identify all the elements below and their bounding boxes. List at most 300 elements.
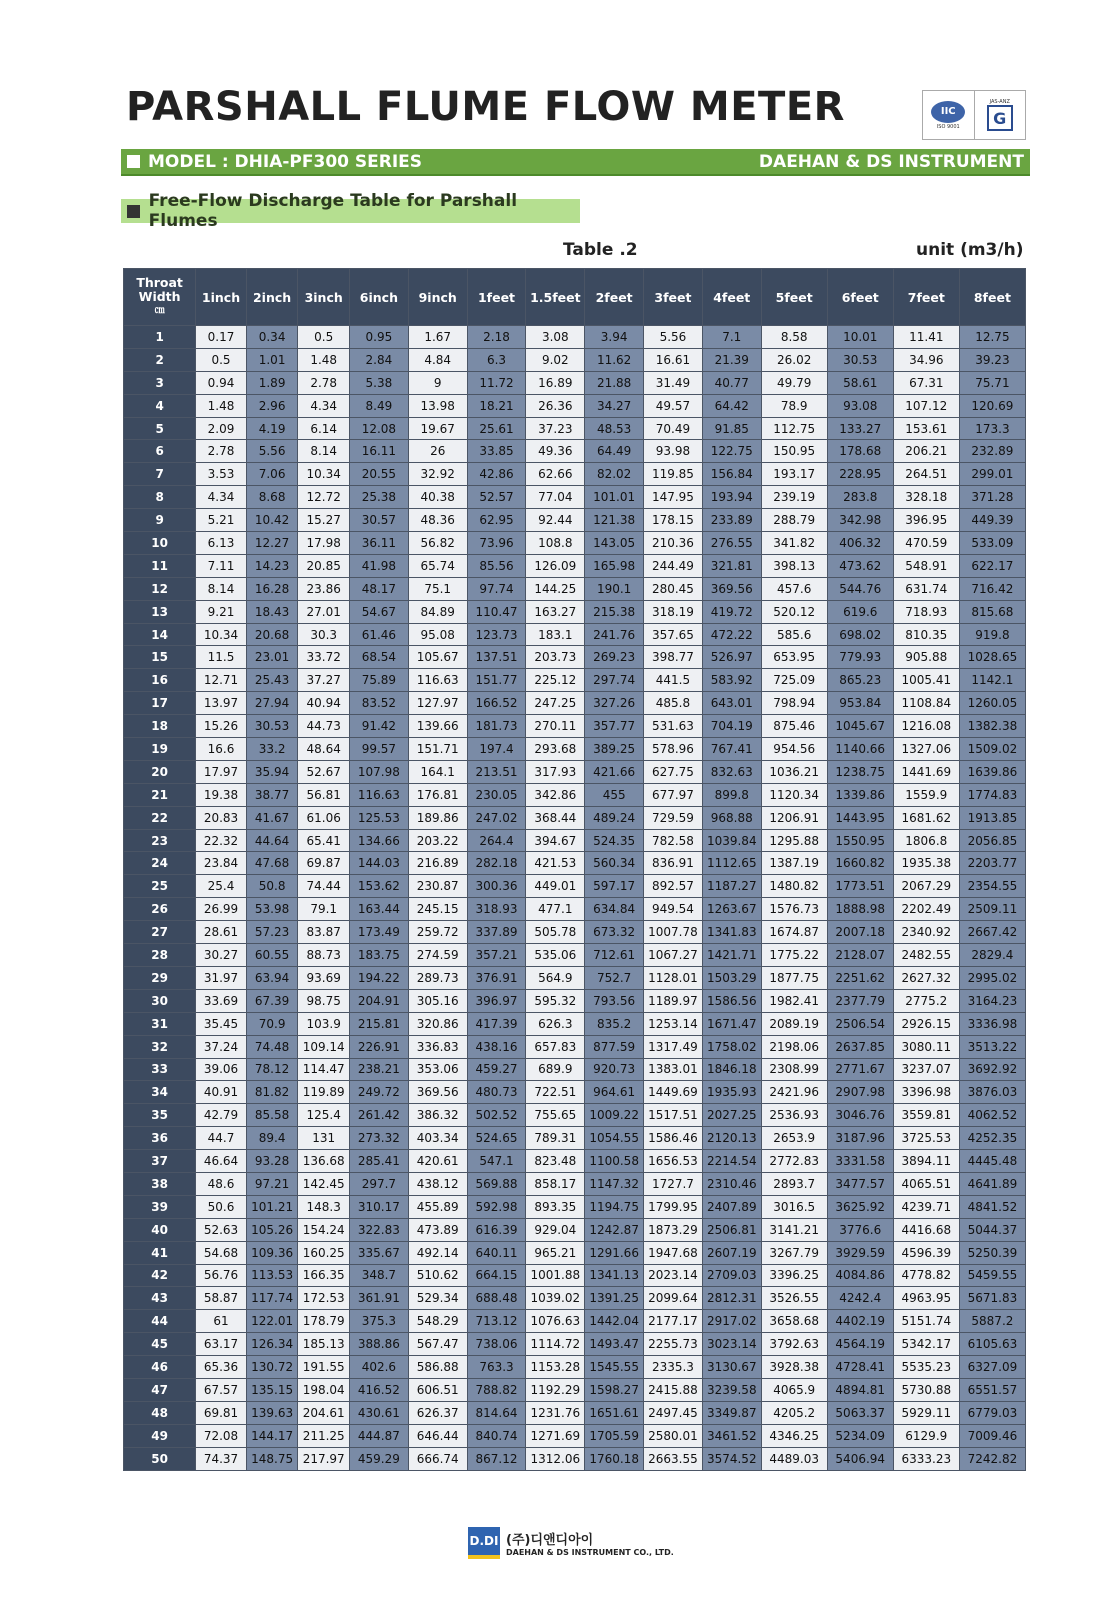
flow-value-cell: 4841.52: [959, 1195, 1025, 1218]
flow-value-cell: 289.73: [408, 966, 467, 989]
flow-value-cell: 26.36: [526, 394, 585, 417]
flow-value-cell: 297.74: [585, 669, 644, 692]
flow-value-cell: 21.88: [585, 371, 644, 394]
flow-value-cell: 322.83: [349, 1218, 408, 1241]
flow-value-cell: 4.34: [298, 394, 350, 417]
flow-value-cell: 41.67: [246, 806, 298, 829]
flow-value-cell: 2506.54: [827, 1012, 893, 1035]
flow-value-cell: 459.27: [467, 1058, 526, 1081]
flow-value-cell: 2812.31: [702, 1287, 761, 1310]
table-row: [124, 371, 1026, 394]
throat-width-cell: 40: [124, 1218, 196, 1241]
flow-value-cell: 529.34: [408, 1287, 467, 1310]
flow-value-cell: 4242.4: [827, 1287, 893, 1310]
flow-value-cell: 421.53: [526, 852, 585, 875]
flow-value-cell: 1341.83: [702, 921, 761, 944]
flow-value-cell: 44.64: [246, 829, 298, 852]
section-title: Free-Flow Discharge Table for Parshall Flumes: [148, 191, 518, 231]
flow-value-cell: 1877.75: [761, 966, 827, 989]
throat-width-cell: 47: [124, 1378, 196, 1401]
flow-value-cell: 1935.93: [702, 1081, 761, 1104]
table-row: [124, 921, 1026, 944]
flow-value-cell: 154.24: [298, 1218, 350, 1241]
throat-width-cell: 39: [124, 1195, 196, 1218]
flow-value-cell: 1651.61: [585, 1401, 644, 1424]
flow-value-cell: 919.8: [959, 623, 1025, 646]
flow-value-cell: 369.56: [408, 1081, 467, 1104]
flow-value-cell: 61: [196, 1310, 247, 1333]
flow-value-cell: 5063.37: [827, 1401, 893, 1424]
flow-value-cell: 35.45: [196, 1012, 247, 1035]
flow-value-cell: 892.57: [644, 875, 703, 898]
flow-value-cell: 1253.14: [644, 1012, 703, 1035]
flow-value-cell: 1493.47: [585, 1333, 644, 1356]
flow-value-cell: 3349.87: [702, 1401, 761, 1424]
flow-value-cell: 1100.58: [585, 1150, 644, 1173]
flow-value-cell: 836.91: [644, 852, 703, 875]
flow-value-cell: 6327.09: [959, 1356, 1025, 1379]
throat-width-cell: 2: [124, 348, 196, 371]
flow-value-cell: 178.68: [827, 440, 893, 463]
flow-value-cell: 54.68: [196, 1241, 247, 1264]
flow-value-cell: 2377.79: [827, 989, 893, 1012]
flow-value-cell: 153.62: [349, 875, 408, 898]
table-row: [124, 326, 1026, 349]
throat-width-cell: 49: [124, 1424, 196, 1447]
flow-value-cell: 3526.55: [761, 1287, 827, 1310]
flow-value-cell: 2198.06: [761, 1035, 827, 1058]
flow-value-cell: 3929.59: [827, 1241, 893, 1264]
flow-value-cell: 49.79: [761, 371, 827, 394]
flow-value-cell: 1054.55: [585, 1127, 644, 1150]
flow-value-cell: 640.11: [467, 1241, 526, 1264]
flow-value-cell: 657.83: [526, 1035, 585, 1058]
column-header: 3inch: [298, 269, 350, 326]
flow-value-cell: 1421.71: [702, 944, 761, 967]
flow-value-cell: 406.32: [827, 532, 893, 555]
flow-value-cell: 269.23: [585, 646, 644, 669]
flow-value-cell: 273.32: [349, 1127, 408, 1150]
flow-value-cell: 142.45: [298, 1172, 350, 1195]
flow-value-cell: 101.21: [246, 1195, 298, 1218]
flow-value-cell: 81.82: [246, 1081, 298, 1104]
flow-value-cell: 5929.11: [893, 1401, 959, 1424]
flow-value-cell: 320.86: [408, 1012, 467, 1035]
flow-value-cell: 2893.7: [761, 1172, 827, 1195]
flow-value-cell: 20.55: [349, 463, 408, 486]
flow-value-cell: 52.57: [467, 486, 526, 509]
flow-value-cell: 61.46: [349, 623, 408, 646]
flow-value-cell: 3.94: [585, 326, 644, 349]
flow-value-cell: 1194.75: [585, 1195, 644, 1218]
flow-value-cell: 867.12: [467, 1447, 526, 1470]
throat-width-cell: 34: [124, 1081, 196, 1104]
flow-value-cell: 4.84: [408, 348, 467, 371]
flow-value-cell: 52.63: [196, 1218, 247, 1241]
flow-value-cell: 65.36: [196, 1356, 247, 1379]
flow-value-cell: 37.23: [526, 417, 585, 440]
flow-value-cell: 5730.88: [893, 1378, 959, 1401]
flow-value-cell: 11.72: [467, 371, 526, 394]
flow-value-cell: 394.67: [526, 829, 585, 852]
flow-value-cell: 8.68: [246, 486, 298, 509]
flow-value-cell: 204.91: [349, 989, 408, 1012]
flow-value-cell: 48.17: [349, 577, 408, 600]
flow-value-cell: 470.59: [893, 532, 959, 555]
flow-value-cell: 6.14: [298, 417, 350, 440]
flow-value-cell: 3574.52: [702, 1447, 761, 1470]
flow-value-cell: 65.74: [408, 554, 467, 577]
throat-width-cell: 1: [124, 326, 196, 349]
flow-value-cell: 8.49: [349, 394, 408, 417]
flow-value-cell: 164.1: [408, 760, 467, 783]
flow-value-cell: 2120.13: [702, 1127, 761, 1150]
flow-value-cell: 2653.9: [761, 1127, 827, 1150]
flow-value-cell: 7.06: [246, 463, 298, 486]
flow-value-cell: 6551.57: [959, 1378, 1025, 1401]
flow-value-cell: 597.17: [585, 875, 644, 898]
throat-width-cell: 35: [124, 1104, 196, 1127]
flow-value-cell: 544.76: [827, 577, 893, 600]
flow-value-cell: 151.71: [408, 738, 467, 761]
flow-value-cell: 64.49: [585, 440, 644, 463]
flow-value-cell: 688.48: [467, 1287, 526, 1310]
flow-value-cell: 5887.2: [959, 1310, 1025, 1333]
throat-width-cell: 10: [124, 532, 196, 555]
throat-width-cell: 5: [124, 417, 196, 440]
flow-value-cell: 3331.58: [827, 1150, 893, 1173]
column-header: 4feet: [702, 269, 761, 326]
flow-value-cell: 713.12: [467, 1310, 526, 1333]
flow-value-cell: 449.39: [959, 509, 1025, 532]
flow-value-cell: 264.51: [893, 463, 959, 486]
flow-value-cell: 6.3: [467, 348, 526, 371]
flow-value-cell: 193.17: [761, 463, 827, 486]
flow-value-cell: 1656.53: [644, 1150, 703, 1173]
flow-value-cell: 2202.49: [893, 898, 959, 921]
flow-value-cell: 203.22: [408, 829, 467, 852]
flow-value-cell: 755.65: [526, 1104, 585, 1127]
flow-value-cell: 31.97: [196, 966, 247, 989]
flow-value-cell: 646.44: [408, 1424, 467, 1447]
throat-width-cell: 36: [124, 1127, 196, 1150]
flow-value-cell: 105.67: [408, 646, 467, 669]
flow-value-cell: 1140.66: [827, 738, 893, 761]
flow-value-cell: 2917.02: [702, 1310, 761, 1333]
flow-value-cell: 2482.55: [893, 944, 959, 967]
flow-value-cell: 13.97: [196, 692, 247, 715]
flow-value-cell: 116.63: [349, 783, 408, 806]
flow-value-cell: 2023.14: [644, 1264, 703, 1287]
flow-value-cell: 276.55: [702, 532, 761, 555]
flow-value-cell: 318.19: [644, 600, 703, 623]
flow-value-cell: 42.86: [467, 463, 526, 486]
flow-value-cell: 449.01: [526, 875, 585, 898]
throat-width-cell: 21: [124, 783, 196, 806]
flow-value-cell: 738.06: [467, 1333, 526, 1356]
flow-value-cell: 1873.29: [644, 1218, 703, 1241]
flow-value-cell: 1671.47: [702, 1012, 761, 1035]
throat-width-cell: 15: [124, 646, 196, 669]
flow-value-cell: 67.39: [246, 989, 298, 1012]
flow-value-cell: 247.02: [467, 806, 526, 829]
throat-width-cell: 18: [124, 715, 196, 738]
flow-value-cell: 280.45: [644, 577, 703, 600]
flow-value-cell: 25.4: [196, 875, 247, 898]
flow-value-cell: 16.28: [246, 577, 298, 600]
flow-value-cell: 2407.89: [702, 1195, 761, 1218]
flow-value-cell: 74.37: [196, 1447, 247, 1470]
flow-value-cell: 163.27: [526, 600, 585, 623]
flow-value-cell: 1067.27: [644, 944, 703, 967]
table-row: [124, 692, 1026, 715]
flow-value-cell: 10.01: [827, 326, 893, 349]
flow-value-cell: 3513.22: [959, 1035, 1025, 1058]
throat-width-cell: 7: [124, 463, 196, 486]
flow-value-cell: 2995.02: [959, 966, 1025, 989]
flow-value-cell: 2089.19: [761, 1012, 827, 1035]
flow-value-cell: 1231.76: [526, 1401, 585, 1424]
flow-value-cell: 2308.99: [761, 1058, 827, 1081]
flow-value-cell: 2637.85: [827, 1035, 893, 1058]
column-header: 8feet: [959, 269, 1025, 326]
flow-value-cell: 119.89: [298, 1081, 350, 1104]
flow-value-cell: 1503.29: [702, 966, 761, 989]
flow-value-cell: 3.08: [526, 326, 585, 349]
flow-value-cell: 606.51: [408, 1378, 467, 1401]
flow-value-cell: 160.25: [298, 1241, 350, 1264]
width-label: Width: [138, 289, 181, 304]
flow-value-cell: 10.34: [196, 623, 247, 646]
table-row: [124, 1333, 1026, 1356]
flow-value-cell: 893.35: [526, 1195, 585, 1218]
flow-value-cell: 767.41: [702, 738, 761, 761]
flow-value-cell: 34.96: [893, 348, 959, 371]
flow-value-cell: 2340.92: [893, 921, 959, 944]
throat-width-cell: 44: [124, 1310, 196, 1333]
flow-value-cell: 524.65: [467, 1127, 526, 1150]
flow-value-cell: 3625.92: [827, 1195, 893, 1218]
flow-value-cell: 793.56: [585, 989, 644, 1012]
table-row: [124, 966, 1026, 989]
flow-value-cell: 32.92: [408, 463, 467, 486]
flow-value-cell: 79.1: [298, 898, 350, 921]
flow-value-cell: 1147.32: [585, 1172, 644, 1195]
flow-value-cell: 93.98: [644, 440, 703, 463]
flow-value-cell: 5250.39: [959, 1241, 1025, 1264]
flow-value-cell: 97.74: [467, 577, 526, 600]
throat-width-cell: 4: [124, 394, 196, 417]
flow-value-cell: 4894.81: [827, 1378, 893, 1401]
flow-value-cell: 1.67: [408, 326, 467, 349]
flow-value-cell: 1443.95: [827, 806, 893, 829]
table-row: [124, 715, 1026, 738]
flow-value-cell: 35.94: [246, 760, 298, 783]
flow-value-cell: 1391.25: [585, 1287, 644, 1310]
flow-value-cell: 194.22: [349, 966, 408, 989]
flow-value-cell: 666.74: [408, 1447, 467, 1470]
flow-value-cell: 8.14: [298, 440, 350, 463]
flow-value-cell: 920.73: [585, 1058, 644, 1081]
company-name: DAEHAN & DS INSTRUMENT: [758, 151, 1024, 172]
flow-value-cell: 42.79: [196, 1104, 247, 1127]
table-row: [124, 1401, 1026, 1424]
flow-value-cell: 336.83: [408, 1035, 467, 1058]
flow-value-cell: 832.63: [702, 760, 761, 783]
flow-value-cell: 1509.02: [959, 738, 1025, 761]
table-row: [124, 577, 1026, 600]
flow-value-cell: 664.15: [467, 1264, 526, 1287]
flow-value-cell: 52.67: [298, 760, 350, 783]
table-row: [124, 646, 1026, 669]
flow-value-cell: 2.09: [196, 417, 247, 440]
flow-value-cell: 2067.29: [893, 875, 959, 898]
flow-value-cell: 328.18: [893, 486, 959, 509]
flow-value-cell: 2667.42: [959, 921, 1025, 944]
iic-logo-icon: IIC: [931, 101, 965, 123]
throat-width-cell: 9: [124, 509, 196, 532]
page-title: PARSHALL FLUME FLOW METER: [126, 84, 845, 130]
flow-value-cell: 34.27: [585, 394, 644, 417]
iso-label: ISO 9001: [936, 123, 960, 130]
flow-value-cell: 782.58: [644, 829, 703, 852]
flow-value-cell: 4489.03: [761, 1447, 827, 1470]
flow-value-cell: 0.34: [246, 326, 298, 349]
flow-value-cell: 6333.23: [893, 1447, 959, 1470]
flow-value-cell: 4641.89: [959, 1172, 1025, 1195]
flow-value-cell: 74.48: [246, 1035, 298, 1058]
flow-value-cell: 305.16: [408, 989, 467, 1012]
flow-value-cell: 19.67: [408, 417, 467, 440]
flow-value-cell: 78.12: [246, 1058, 298, 1081]
flow-value-cell: 215.38: [585, 600, 644, 623]
flow-value-cell: 213.51: [467, 760, 526, 783]
flow-value-cell: 3559.81: [893, 1104, 959, 1127]
throat-width-cell: 29: [124, 966, 196, 989]
flow-value-cell: 8.14: [196, 577, 247, 600]
flow-value-cell: 125.53: [349, 806, 408, 829]
flow-value-cell: 27.94: [246, 692, 298, 715]
flow-value-cell: 1206.91: [761, 806, 827, 829]
flow-value-cell: 91.85: [702, 417, 761, 440]
flow-value-cell: 1550.95: [827, 829, 893, 852]
flow-value-cell: 62.95: [467, 509, 526, 532]
footer-text: [506, 1529, 674, 1557]
flow-value-cell: 388.86: [349, 1333, 408, 1356]
flow-value-cell: 342.98: [827, 509, 893, 532]
flow-value-cell: 1005.41: [893, 669, 959, 692]
unit-label: unit (m3/h): [916, 240, 1024, 260]
flow-value-cell: 4.19: [246, 417, 298, 440]
flow-value-cell: 1317.49: [644, 1035, 703, 1058]
flow-value-cell: 83.52: [349, 692, 408, 715]
flow-value-cell: 89.4: [246, 1127, 298, 1150]
table-row: [124, 1035, 1026, 1058]
flow-value-cell: 1271.69: [526, 1424, 585, 1447]
flow-value-cell: 1341.13: [585, 1264, 644, 1287]
flow-value-cell: 1153.28: [526, 1356, 585, 1379]
flow-value-cell: 480.73: [467, 1081, 526, 1104]
flow-value-cell: 1.48: [298, 348, 350, 371]
flow-value-cell: 4963.95: [893, 1287, 959, 1310]
flow-value-cell: 5406.94: [827, 1447, 893, 1470]
flow-value-cell: 1045.67: [827, 715, 893, 738]
flow-value-cell: 643.01: [702, 692, 761, 715]
flow-value-cell: 1216.08: [893, 715, 959, 738]
flow-value-cell: 178.79: [298, 1310, 350, 1333]
flow-value-cell: 3725.53: [893, 1127, 959, 1150]
flow-value-cell: 455.89: [408, 1195, 467, 1218]
flow-value-cell: 459.29: [349, 1447, 408, 1470]
table-row: [124, 1264, 1026, 1287]
flow-value-cell: 1449.69: [644, 1081, 703, 1104]
flow-value-cell: 578.96: [644, 738, 703, 761]
flow-value-cell: 69.87: [298, 852, 350, 875]
flow-value-cell: 183.1: [526, 623, 585, 646]
flow-value-cell: 288.79: [761, 509, 827, 532]
flow-value-cell: 144.25: [526, 577, 585, 600]
flow-value-cell: 131: [298, 1127, 350, 1150]
flow-value-cell: 28.61: [196, 921, 247, 944]
flow-value-cell: 489.24: [585, 806, 644, 829]
flow-value-cell: 0.5: [298, 326, 350, 349]
flow-value-cell: 116.63: [408, 669, 467, 692]
flow-value-cell: 165.98: [585, 554, 644, 577]
flow-value-cell: 38.77: [246, 783, 298, 806]
model-info: [127, 152, 422, 172]
column-header: 3feet: [644, 269, 703, 326]
flow-value-cell: 110.47: [467, 600, 526, 623]
flow-value-cell: 968.88: [702, 806, 761, 829]
flow-value-cell: 2.18: [467, 326, 526, 349]
column-header: 2inch: [246, 269, 298, 326]
flow-value-cell: 524.35: [585, 829, 644, 852]
flow-value-cell: 53.98: [246, 898, 298, 921]
flow-value-cell: 48.64: [298, 738, 350, 761]
flow-value-cell: 3080.11: [893, 1035, 959, 1058]
flow-value-cell: 143.05: [585, 532, 644, 555]
flow-value-cell: 11.5: [196, 646, 247, 669]
flow-value-cell: 1441.69: [893, 760, 959, 783]
table-label: Table .2: [563, 240, 638, 260]
flow-value-cell: 438.12: [408, 1172, 467, 1195]
flow-value-cell: 136.68: [298, 1150, 350, 1173]
flow-value-cell: 396.95: [893, 509, 959, 532]
throat-label: Throat: [136, 275, 183, 290]
flow-value-cell: 1238.75: [827, 760, 893, 783]
model-bar: [121, 149, 1030, 176]
flow-value-cell: 5151.74: [893, 1310, 959, 1333]
flow-value-cell: 0.95: [349, 326, 408, 349]
flow-value-cell: 547.1: [467, 1150, 526, 1173]
flow-value-cell: 398.77: [644, 646, 703, 669]
flow-value-cell: 98.75: [298, 989, 350, 1012]
flow-value-cell: 12.72: [298, 486, 350, 509]
flow-value-cell: 779.93: [827, 646, 893, 669]
throat-width-cell: 23: [124, 829, 196, 852]
flow-value-cell: 1291.66: [585, 1241, 644, 1264]
flow-value-cell: 376.91: [467, 966, 526, 989]
flow-value-cell: 3267.79: [761, 1241, 827, 1264]
flow-value-cell: 1806.8: [893, 829, 959, 852]
flow-value-cell: 5234.09: [827, 1424, 893, 1447]
throat-width-cell: 43: [124, 1287, 196, 1310]
flow-value-cell: 1442.04: [585, 1310, 644, 1333]
flow-value-cell: 823.48: [526, 1150, 585, 1173]
flow-value-cell: 416.52: [349, 1378, 408, 1401]
flow-value-cell: 30.27: [196, 944, 247, 967]
flow-value-cell: 357.77: [585, 715, 644, 738]
